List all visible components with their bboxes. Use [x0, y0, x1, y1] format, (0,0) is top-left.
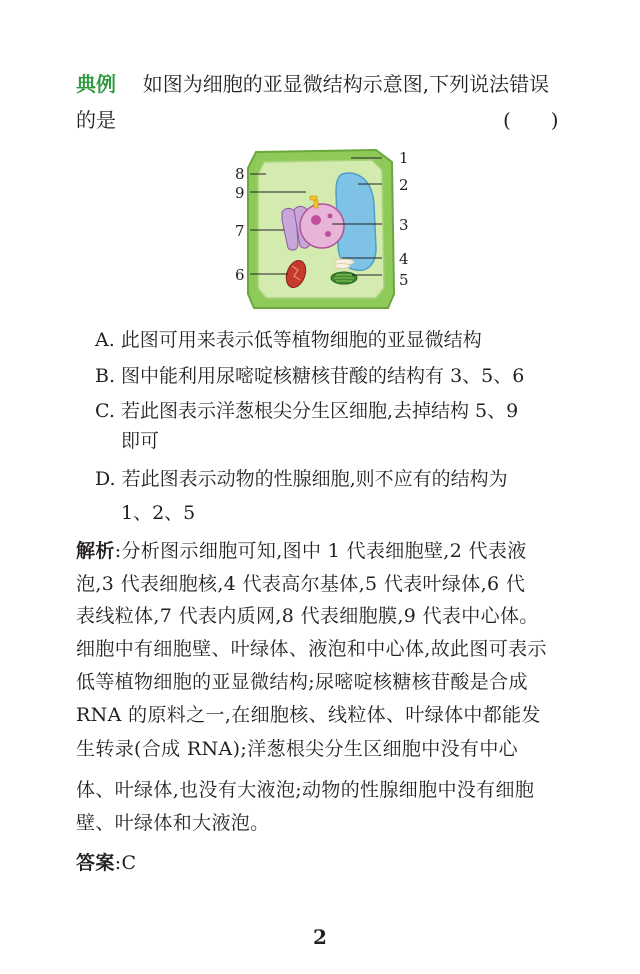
analysis-line-1: 解析:分析图示细胞可知,图中 1 代表细胞壁,2 代表液 [76, 540, 527, 562]
label-4: 4 [399, 250, 409, 268]
option-c: C. 若此图表示洋葱根尖分生区细胞,去掉结构 5、9 [95, 400, 519, 422]
nucleus [300, 204, 344, 248]
analysis-line-6: RNA 的原料之一,在细胞核、线粒体、叶绿体中都能发 [76, 704, 541, 726]
option-d-continued: 1、2、5 [121, 502, 196, 524]
answer-line [76, 850, 136, 876]
question-stem-line1 [76, 70, 549, 98]
label-8: 8 [235, 165, 245, 183]
option-a: A. 此图可用来表示低等植物细胞的亚显微结构 [95, 329, 482, 351]
option-b: B. 图中能利用尿嘧啶核糖核苷酸的结构有 3、5、6 [95, 365, 525, 387]
label-5: 5 [399, 271, 409, 289]
analysis-line-8: 体、叶绿体,也没有大液泡;动物的性腺细胞中没有细胞 [76, 779, 535, 801]
option-d: D. 若此图表示动物的性腺细胞,则不应有的结构为 [95, 468, 508, 490]
answer-parentheses: ( ) [503, 108, 559, 132]
analysis-line-9: 壁、叶绿体和大液泡。 [76, 812, 270, 834]
analysis-line-2: 泡,3 代表细胞核,4 代表高尔基体,5 代表叶绿体,6 代 [76, 573, 526, 595]
answer-value: :C [114, 852, 137, 874]
question-label: 典例 [76, 72, 116, 96]
analysis-line-4: 细胞中有细胞壁、叶绿体、液泡和中心体,故此图可表示 [76, 638, 547, 660]
option-c-continued: 即可 [121, 430, 160, 452]
chromatin [325, 231, 331, 237]
analysis-line-7: 生转录(合成 RNA);洋葱根尖分生区细胞中没有中心 [76, 738, 519, 760]
analysis-label: 解析 [76, 540, 115, 562]
label-6: 6 [235, 266, 245, 284]
analysis-line-5: 低等植物细胞的亚显微结构;尿嘧啶核糖核苷酸是合成 [76, 671, 528, 693]
label-9: 9 [235, 184, 245, 202]
label-3: 3 [399, 216, 409, 234]
question-stem-line2: 的是 [76, 108, 116, 132]
label-7: 7 [235, 222, 245, 240]
cell-diagram [226, 148, 416, 314]
question-stem-text: 如图为细胞的亚显微结构示意图,下列说法错误 [142, 72, 550, 96]
analysis-line-3: 表线粒体,7 代表内质网,8 代表细胞膜,9 代表中心体。 [76, 605, 539, 627]
page-number: 2 [313, 925, 327, 949]
chromatin [328, 214, 333, 219]
answer-label: 答案 [76, 852, 115, 874]
label-2: 2 [399, 176, 409, 194]
label-1: 1 [399, 149, 409, 167]
nucleolus [311, 215, 321, 225]
